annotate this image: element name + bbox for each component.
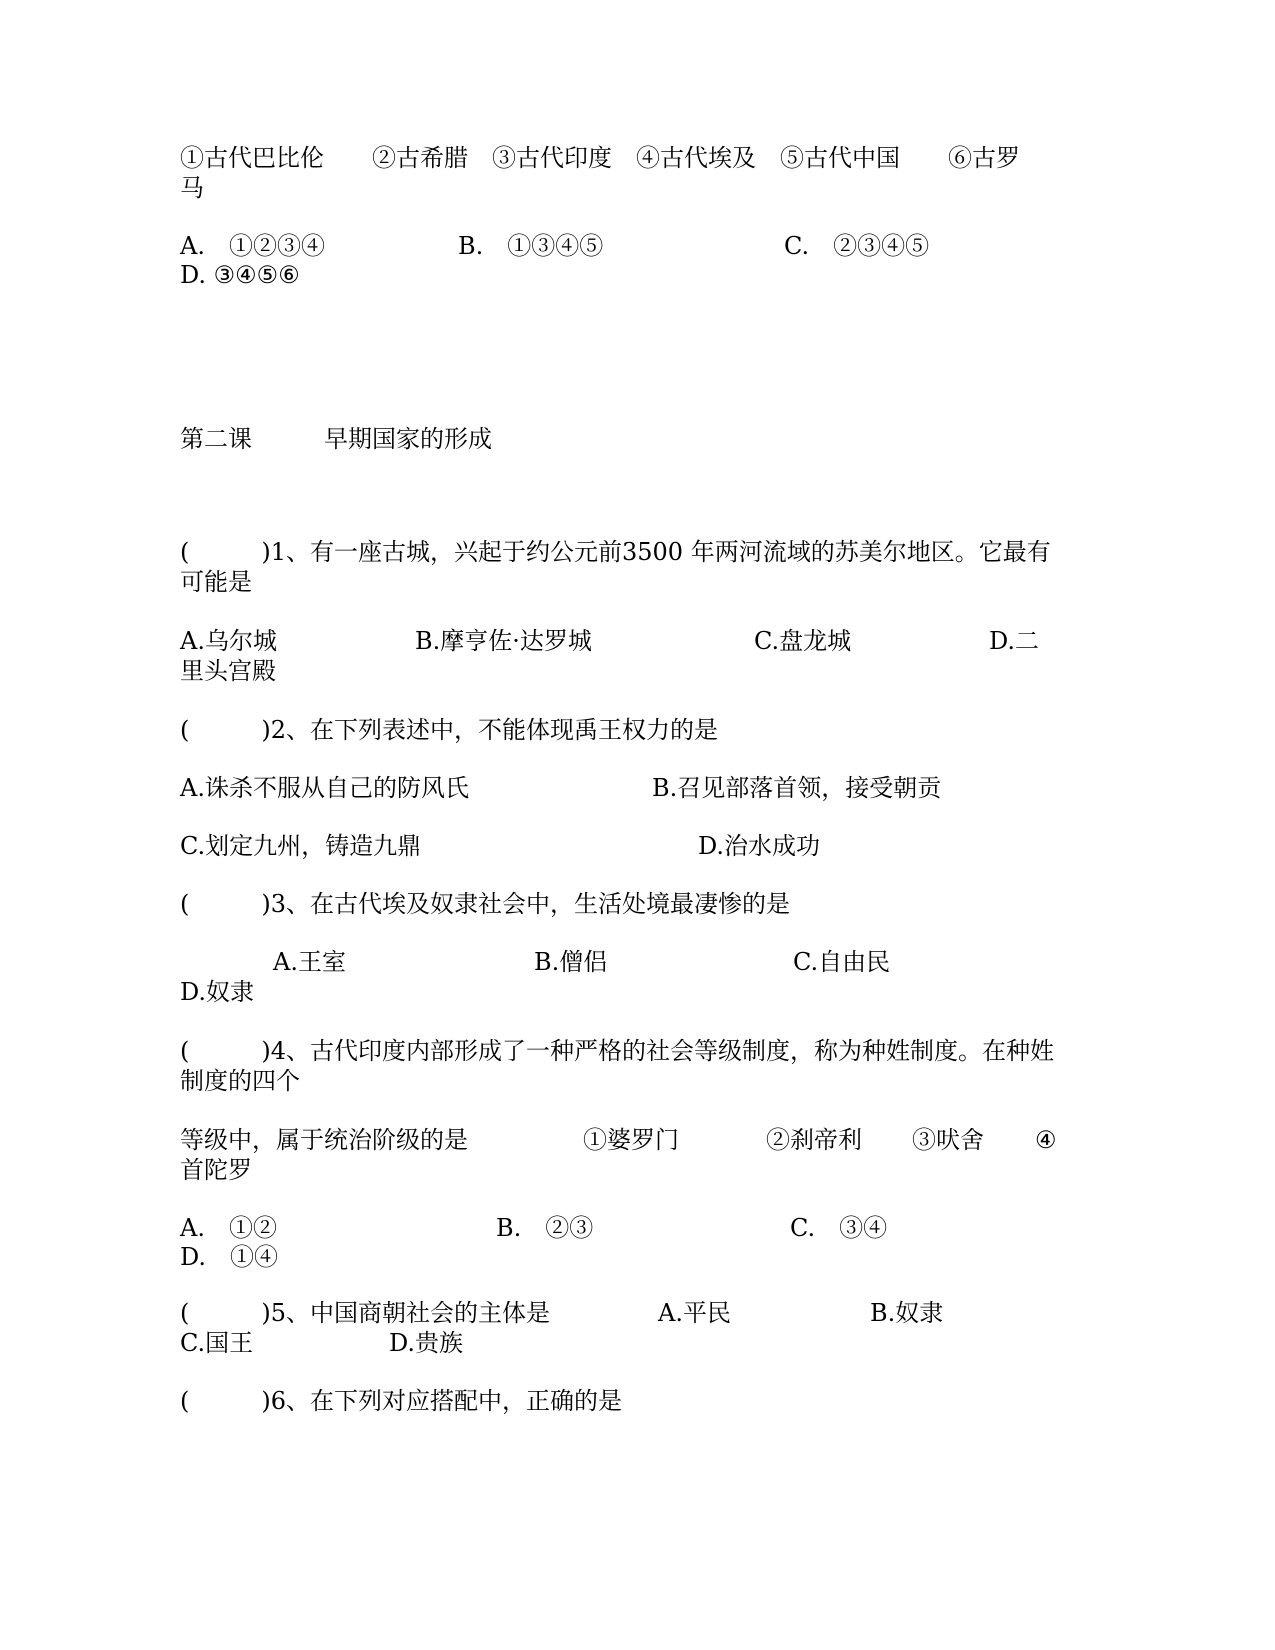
- option-a: A. ①②③④: [180, 232, 325, 260]
- q4-option-c: C. ③④: [790, 1214, 888, 1242]
- q3-option-b: B.僧侣: [534, 948, 608, 976]
- q3-option-c: C.自由民: [793, 948, 891, 976]
- q4-stem-line2: 制度的四个: [180, 1067, 300, 1095]
- q5-option-c: C.国王: [180, 1329, 254, 1357]
- q1-option-d: D.二: [989, 627, 1040, 655]
- q1-option-d-continued: 里头宫殿: [180, 657, 276, 685]
- option-d: D. ③④⑤⑥: [180, 261, 300, 289]
- q5-stem: ( )5、中国商朝社会的主体是: [180, 1299, 550, 1327]
- q4-option-d: D. ①④: [180, 1243, 279, 1271]
- q4-stem-line3: 等级中，属于统治阶级的是: [180, 1126, 468, 1154]
- q4-item-1: ①婆罗门: [583, 1126, 679, 1154]
- q2-option-c: C.划定九州，铸造九鼎: [180, 832, 422, 860]
- option-c: C. ②③④⑤: [784, 232, 930, 260]
- q2-option-d: D.治水成功: [698, 832, 821, 860]
- q1-option-a: A.乌尔城: [180, 627, 277, 655]
- question-items-line2: 马: [180, 174, 204, 202]
- q5-option-b: B.奴隶: [870, 1299, 944, 1327]
- q4-option-b: B. ②③: [496, 1214, 594, 1242]
- q1-option-b: B.摩亨佐·达罗城: [415, 627, 592, 655]
- q5-option-d: D.贵族: [389, 1329, 464, 1357]
- q3-option-a: A.王室: [273, 948, 346, 976]
- q4-item-4-number: ④: [1035, 1126, 1057, 1154]
- q1-stem-line2: 可能是: [180, 568, 252, 596]
- q4-option-a: A. ①②: [180, 1214, 277, 1242]
- question-items-line1: ①古代巴比伦 ②古希腊 ③古代印度 ④古代埃及 ⑤古代中国 ⑥古罗: [180, 144, 1020, 172]
- option-b: B. ①③④⑤: [458, 232, 604, 260]
- q3-stem: ( )3、在古代埃及奴隶社会中，生活处境最凄惨的是: [180, 890, 790, 918]
- q2-stem: ( )2、在下列表述中，不能体现禹王权力的是: [180, 716, 718, 744]
- q4-item-3: ③吠舍: [912, 1126, 984, 1154]
- q3-option-d: D.奴隶: [180, 978, 255, 1006]
- q2-option-a: A.诛杀不服从自己的防风氏: [180, 774, 469, 802]
- q1-option-c: C.盘龙城: [754, 627, 852, 655]
- q4-item-2: ②刹帝利: [766, 1126, 862, 1154]
- q2-option-b: B.召见部落首领，接受朝贡: [652, 774, 942, 802]
- q6-stem: ( )6、在下列对应搭配中，正确的是: [180, 1387, 622, 1415]
- q1-stem-line1: ( )1、有一座古城，兴起于约公元前3500 年两河流域的苏美尔地区。它最有: [180, 538, 1051, 566]
- lesson-title: 第二课 早期国家的形成: [180, 425, 492, 453]
- q4-stem-line1: ( )4、古代印度内部形成了一种严格的社会等级制度，称为种姓制度。在种姓: [180, 1037, 1054, 1065]
- q4-item-4-text: 首陀罗: [180, 1156, 252, 1184]
- q5-option-a: A.平民: [658, 1299, 731, 1327]
